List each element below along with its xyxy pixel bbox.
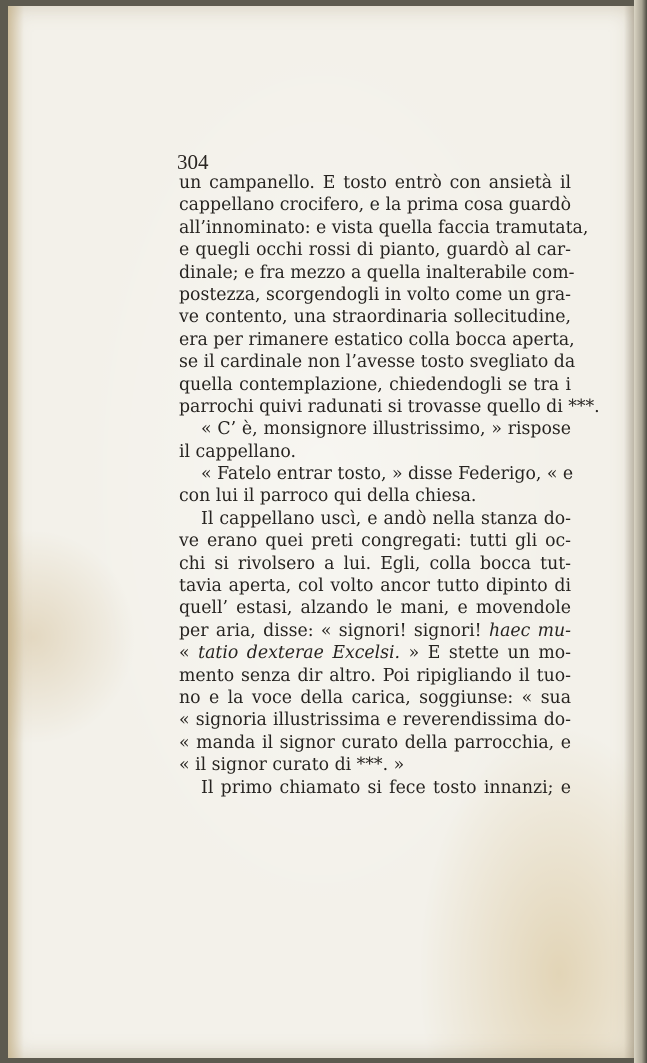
text-line: ve erano quei preti congregati: tutti gli oc- <box>179 531 571 552</box>
text-line: no e la voce della carica, soggiunse: « sua <box>179 687 571 708</box>
text-line: il cappellano. <box>179 441 296 462</box>
text-line: « il signor curato di ***. » <box>179 755 405 776</box>
page-number: 304 <box>177 150 209 174</box>
text-line: un campanello. E tosto entrò con ansietà il <box>179 173 571 193</box>
page-left-edge <box>8 6 24 1058</box>
text-line <box>179 642 571 664</box>
text-line: tavia aperta, col volto ancor tutto dipinto di <box>179 576 571 597</box>
text-line: « manda il signor curato della parrocchia, e <box>179 732 571 753</box>
text-segment: per aria, disse: « signori! signori! <box>179 620 489 641</box>
text-line: « signoria illustrissima e reverendissima do- <box>179 710 571 731</box>
text-line: cappellano crocifero, e la prima cosa guardò <box>179 195 571 216</box>
book-spine-edge <box>634 0 647 1063</box>
text-line: ve contento, una straordinaria sollecitudine, <box>179 307 571 328</box>
text-line: parrochi quivi radunati si trovasse quello di ***. <box>179 396 600 417</box>
text-line: Il primo chiamato si fece tosto innanzi; e <box>201 777 571 798</box>
text-line: « C’ è, monsignore illustrissimo, » rispose <box>201 419 571 440</box>
text-line: era per rimanere estatico colla bocca aperta, <box>179 329 575 350</box>
text-line: mento senza dir altro. Poi ripigliando il tuo- <box>179 665 571 686</box>
text-line: Il cappellano uscì, e andò nella stanza do- <box>201 508 571 529</box>
text-line: chi si rivolsero a lui. Egli, colla bocca tut- <box>179 553 571 574</box>
text-line: quella contemplazione, chiedendogli se tra i <box>179 374 571 395</box>
text-line: all’innominato: e vista quella faccia tramutata, <box>179 217 589 238</box>
italic-latin-phrase: tatio dexterae Excelsi. <box>198 643 401 664</box>
body-text <box>179 150 600 799</box>
text-line: e quegli occhi rossi di pianto, guardò al car- <box>179 240 571 261</box>
text-segment: « <box>179 643 199 664</box>
page-right-edge <box>624 6 634 1058</box>
text-line <box>179 620 571 642</box>
text-line: quell’ estasi, alzando le mani, e movendole <box>179 598 571 619</box>
text-line: « Fatelo entrar tosto, » disse Federigo, « e <box>201 464 574 485</box>
text-line: con lui il parroco qui della chiesa. <box>179 486 477 507</box>
text-line: dinale; e fra mezzo a quella inalterabile com- <box>179 262 575 283</box>
text-line: se il cardinale non l’avesse tosto svegliato da <box>179 352 576 373</box>
text-line: postezza, scorgendogli in volto come un gra- <box>179 284 571 305</box>
italic-latin-phrase: haec mu- <box>488 620 571 641</box>
text-segment: » E stette un mo- <box>400 643 571 664</box>
